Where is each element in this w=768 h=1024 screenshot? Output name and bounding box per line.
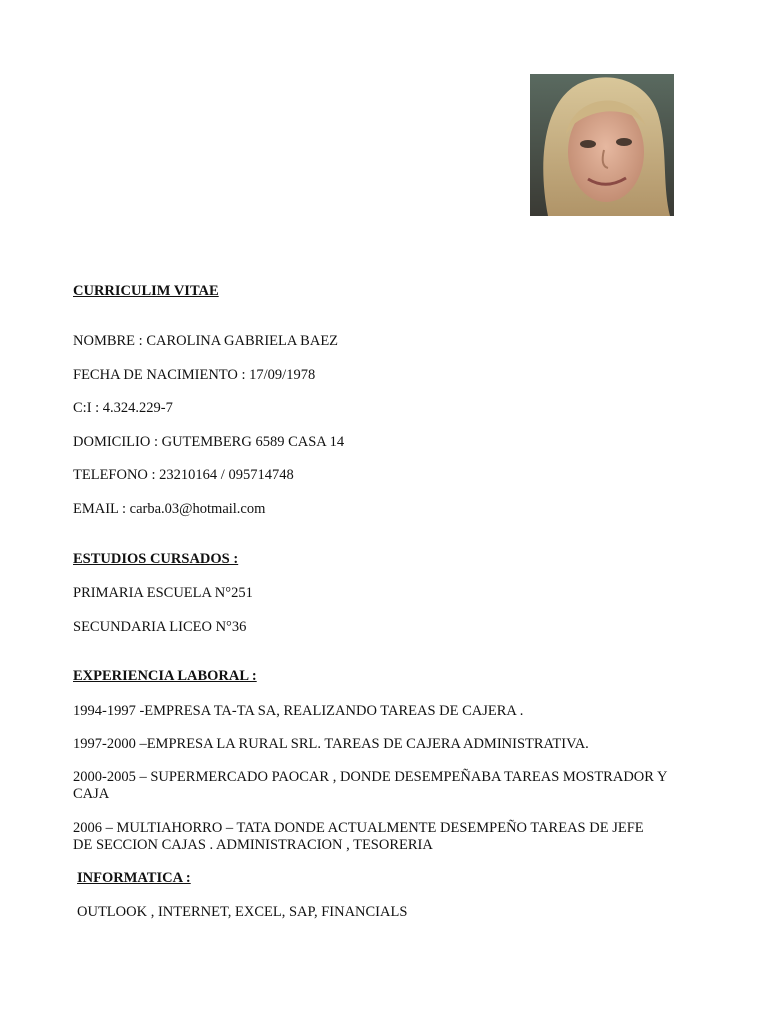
- field-phone: TELEFONO : 23210164 / 095714748: [73, 467, 294, 483]
- experience-item: 2006 – MULTIAHORRO – TATA DONDE ACTUALMENTE DESEMPEÑO TAREAS DE JEFE DE SECCION CAJAS . ADMINISTRACION , TESORERIA: [73, 820, 644, 853]
- profile-photo: [530, 74, 674, 216]
- experience-item: 1994-1997 -EMPRESA TA-TA SA, REALIZANDO TAREAS DE CAJERA .: [73, 703, 524, 719]
- computing-heading: INFORMATICA :: [77, 870, 191, 886]
- document-title: CURRICULIM VITAE: [73, 283, 219, 299]
- education-item: SECUNDARIA LICEO N°36: [73, 619, 247, 635]
- field-id: C:I : 4.324.229-7: [73, 400, 173, 416]
- field-birthdate: FECHA DE NACIMIENTO : 17/09/1978: [73, 367, 316, 383]
- experience-heading: EXPERIENCIA LABORAL :: [73, 668, 257, 684]
- education-heading: ESTUDIOS CURSADOS :: [73, 551, 239, 567]
- experience-item: 1997-2000 –EMPRESA LA RURAL SRL. TAREAS DE CAJERA ADMINISTRATIVA.: [73, 736, 589, 752]
- education-item: PRIMARIA ESCUELA N°251: [73, 585, 253, 601]
- experience-item: 2000-2005 – SUPERMERCADO PAOCAR , DONDE DESEMPEÑABA TAREAS MOSTRADOR Y CAJA: [73, 769, 667, 802]
- field-email: EMAIL : carba.03@hotmail.com: [73, 501, 266, 517]
- field-name: NOMBRE : CAROLINA GABRIELA BAEZ: [73, 333, 339, 349]
- computing-skills: OUTLOOK , INTERNET, EXCEL, SAP, FINANCIALS: [77, 904, 408, 920]
- field-address: DOMICILIO : GUTEMBERG 6589 CASA 14: [73, 434, 345, 450]
